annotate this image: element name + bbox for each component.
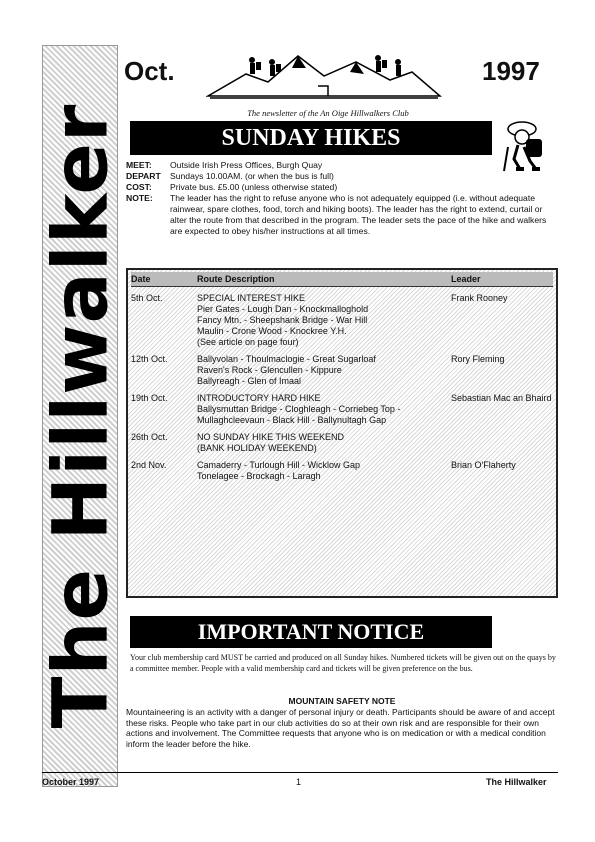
route-line: Ballyreagh - Glen of Imaal: [197, 376, 302, 386]
membership-notice-text: Your club membership card MUST be carried and produced on all Sunday hikes. Numbered tickets will be given out on the quays by a committee member. People with a valid membership card and tickets will be given preference on the bus.: [130, 653, 556, 673]
hike-leader: Rory Fleming: [451, 354, 505, 364]
safety-note-text: Mountaineering is an activity with a danger of personal injury or death. Participants should be aware of and accept these risks. People who take part in our club activities do so at their own risk and are responsible for their own actions and involvement. The Committee requests that anyone who is on medication or with a medical condition inform the leader before the hike.: [126, 707, 555, 749]
table-row: [131, 393, 553, 426]
header-date: Date: [131, 274, 151, 284]
info-key: DEPART: [126, 171, 161, 181]
info-key: MEET:: [126, 160, 152, 170]
hike-date: 12th Oct.: [131, 354, 168, 364]
route-line: (BANK HOLIDAY WEEKEND): [197, 443, 317, 453]
info-key: COST:: [126, 182, 152, 192]
schedule-header-row: [131, 272, 553, 287]
route-line: Raven's Rock - Glencullen - Kippure: [197, 365, 342, 375]
header-leader: Leader: [451, 274, 481, 284]
info-value: The leader has the right to refuse anyone who is not adequately equipped (i.e. without adequate rainwear, spare clothes, food, torch and hiking boots). The leader has the right to extend, curtail or alter the route from that described in the program. The leader sets the pace of the hike and walkers are expected to obey his/her instructions at all times.: [170, 193, 547, 236]
route-line: NO SUNDAY HIKE THIS WEEKEND: [197, 432, 345, 442]
hike-route: [197, 393, 451, 426]
issue-month: Oct.: [124, 56, 175, 86]
hike-date: 19th Oct.: [131, 393, 168, 403]
hike-leader: Sebastian Mac an Bhaird: [451, 393, 552, 403]
info-row-cost: [126, 182, 558, 193]
route-line: Ballyvolan - Thoulmaclogie - Great Sugarloaf: [197, 354, 376, 364]
hike-date: 2nd Nov.: [131, 460, 167, 470]
issue-year: 1997: [482, 56, 540, 86]
table-row: [131, 354, 553, 387]
hike-leader: [451, 432, 553, 454]
safety-note-title: MOUNTAIN SAFETY NOTE: [288, 696, 396, 706]
info-value: Private bus. £5.00 (unless otherwise stated): [170, 182, 338, 192]
hike-leader: Frank Rooney: [451, 293, 508, 303]
sunday-hikes-banner: SUNDAY HIKES: [130, 121, 492, 155]
hike-route: [197, 354, 451, 387]
hike-schedule-table: [126, 268, 558, 598]
footer-title: The Hillwalker: [486, 777, 547, 787]
info-key: NOTE:: [126, 193, 153, 203]
route-line: Pier Gates - Lough Dan - Knockmalloghold: [197, 304, 369, 314]
route-line: SPECIAL INTEREST HIKE: [197, 293, 306, 303]
footer-date: October 1997: [42, 777, 100, 787]
route-line: INTRODUCTORY HARD HIKE: [197, 393, 321, 403]
important-notice-banner: IMPORTANT NOTICE: [130, 616, 492, 648]
route-line: (See article on page four): [197, 337, 299, 347]
footer-divider: [42, 772, 558, 773]
table-row: [131, 293, 553, 348]
table-row: [131, 432, 553, 454]
hike-info-block: [126, 160, 558, 237]
hike-route: [197, 293, 451, 348]
route-line: Fancy Mtn. - Sheepshank Bridge - War Hill: [197, 315, 368, 325]
page-number: 1: [296, 777, 302, 787]
header-route: Route Description: [197, 274, 275, 284]
table-row: [131, 460, 553, 482]
hike-route: [197, 432, 451, 454]
info-row-note: [126, 193, 558, 237]
route-line: Tonelagee - Brockagh - Laragh: [197, 471, 321, 481]
info-value: Sundays 10.00AM. (or when the bus is full): [170, 171, 334, 181]
mountain-hikers-logo: [206, 46, 442, 102]
hike-route: [197, 460, 451, 482]
hike-date: 26th Oct.: [131, 432, 168, 442]
info-row-meet: [126, 160, 558, 171]
info-row-depart: [126, 171, 558, 182]
route-line: Camaderry - Turlough Hill - Wicklow Gap: [197, 460, 361, 470]
hike-date: 5th Oct.: [131, 293, 163, 303]
route-line: Ballysmuttan Bridge - Cloghleagh - Corriebeg Top - Mullaghcleevaun - Black Hill - Ballynultagh Gap: [197, 404, 401, 425]
info-value: Outside Irish Press Offices, Burgh Quay: [170, 160, 323, 170]
route-line: Maulin - Crone Wood - Knockree Y.H.: [197, 326, 347, 336]
newsletter-tagline: The newsletter of the An Oige Hillwalkers Club: [247, 108, 409, 118]
hike-leader: Brian O'Flaherty: [451, 460, 516, 470]
masthead: [35, 45, 125, 787]
masthead-title: The Hillwalker: [35, 103, 125, 729]
